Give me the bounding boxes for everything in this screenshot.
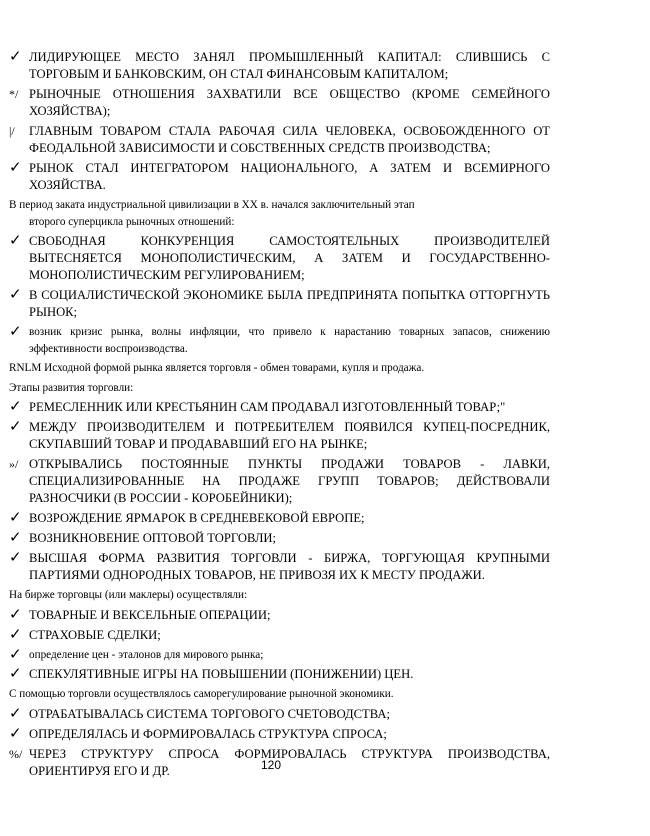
document-body xyxy=(9,49,550,783)
paragraph-text: На бирже торговцы (или маклеры) осуществляли: xyxy=(9,589,248,601)
paragraph xyxy=(9,360,550,377)
list-item xyxy=(9,123,550,157)
bullet-mark: »/ xyxy=(9,457,19,471)
list-item xyxy=(9,287,550,321)
list-item xyxy=(9,550,550,584)
list-item xyxy=(9,510,550,527)
list-item-text: СПЕКУЛЯТИВНЫЕ ИГРЫ НА ПОВЫШЕНИИ (ПОНИЖЕНИИ) ЦЕН. xyxy=(29,667,414,681)
checkmark-icon: ✓ xyxy=(9,606,22,623)
list-item xyxy=(9,706,550,723)
list-item xyxy=(9,647,550,664)
checkmark-icon: ✓ xyxy=(9,705,22,722)
list-item-text: ЛИДИРУЮЩЕЕ МЕСТО ЗАНЯЛ ПРОМЫШЛЕННЫЙ КАПИТАЛ: СЛИВШИСЬ С ТОРГОВЫМ И БАНКОВСКИМ, ОН СТАЛ ФИНАНСОВЫМ КАПИТАЛОМ; xyxy=(29,50,550,81)
checkmark-icon: ✓ xyxy=(9,626,22,643)
list-item xyxy=(9,607,550,624)
checkmark-icon: ✓ xyxy=(9,725,22,742)
bullet-mark: */ xyxy=(9,87,19,101)
list-item xyxy=(9,233,550,284)
list-item xyxy=(9,666,550,683)
paragraph xyxy=(9,587,550,604)
checkmark-icon: ✓ xyxy=(9,160,22,176)
checkmark-icon: ✓ xyxy=(9,324,22,340)
checkmark-icon: ✓ xyxy=(9,510,22,526)
list-item-text: ОПРЕДЕЛЯЛАСЬ И ФОРМИРОВАЛАСЬ СТРУКТУРА СПРОСА; xyxy=(29,726,387,741)
list-item-text: ВОЗРОЖДЕНИЕ ЯРМАРОК В СРЕДНЕВЕКОВОЙ ЕВРОПЕ; xyxy=(29,511,365,525)
paragraph-continuation: второго суперцикла рыночных отношений: xyxy=(29,215,235,228)
paragraph-text: С помощью торговли осуществлялось саморегулирование рыночной экономики. xyxy=(9,688,394,700)
checkmark-icon: ✓ xyxy=(9,530,22,546)
paragraph-text: Этапы развития торговли: xyxy=(9,381,134,394)
list-item-text: МЕЖДУ ПРОИЗВОДИТЕЛЕМ И ПОТРЕБИТЕЛЕМ ПОЯВИЛСЯ КУПЕЦ-ПОСРЕДНИК, СКУПАВШИЙ ТОВАР И ПРОДАВАВШИЙ ЕГО НА РЫНКЕ; xyxy=(29,420,550,451)
checkmark-icon: ✓ xyxy=(9,646,22,663)
list-item-text: СВОБОДНАЯ КОНКУРЕНЦИЯ САМОСТОЯТЕЛЬНЫХ ПРОИЗВОДИТЕЛЕЙ ВЫТЕСНЯЕТСЯ МОНОПОЛИСТИЧЕСКИМ, А ЗАТЕМ И ГОСУДАРСТВЕННО-МОНОПОЛИСТИЧЕСКИМ РЕГУЛИРОВАНИЕМ; xyxy=(29,234,550,282)
list-item xyxy=(9,160,550,194)
list-item-text: ОТКРЫВАЛИСЬ ПОСТОЯННЫЕ ПУНКТЫ ПРОДАЖИ ТОВАРОВ - ЛАВКИ, СПЕЦИАЛИЗИРОВАННЫЕ НА ПРОДАЖЕ ГРУПП ТОВАРОВ; ДЕЙСТВОВАЛИ РАЗНОСЧИКИ (В РОССИИ - КОРОБЕЙНИКИ); xyxy=(29,457,550,505)
list-item-text: ВЫСШАЯ ФОРМА РАЗВИТИЯ ТОРГОВЛИ - БИРЖА, ТОРГУЮЩАЯ КРУПНЫМИ ПАРТИЯМИ ОДНОРОДНЫХ ТОВАРОВ, НЕ ПРИВОЗЯ ИХ К МЕСТУ ПРОДАЖИ. xyxy=(29,551,550,582)
list-item-text: РЫНОК СТАЛ ИНТЕГРАТОРОМ НАЦИОНАЛЬНОГО, А ЗАТЕМ И ВСЕМИРНОГО ХОЗЯЙСТВА. xyxy=(29,161,550,192)
checkmark-icon: ✓ xyxy=(9,419,22,435)
list-item-text: СТРАХОВЫЕ СДЕЛКИ; xyxy=(29,627,161,642)
list-item-text: определение цен - эталонов для мирового рынка; xyxy=(29,648,264,661)
list-item xyxy=(9,86,550,120)
list-item xyxy=(9,456,550,507)
list-item-text: РЫНОЧНЫЕ ОТНОШЕНИЯ ЗАХВАТИЛИ ВСЕ ОБЩЕСТВО (КРОМЕ СЕМЕЙНОГО ХОЗЯЙСТВА); xyxy=(29,87,550,118)
checkmark-icon: ✓ xyxy=(9,49,22,65)
page-number: 120 xyxy=(261,758,282,772)
list-item-text: РЕМЕСЛЕННИК ИЛИ КРЕСТЬЯНИН САМ ПРОДАВАЛ ИЗГОТОВЛЕННЫЙ ТОВАР;" xyxy=(29,400,506,414)
paragraph-text: В период заката индустриальной цивилизации в XX в. начался заключительный этап xyxy=(9,199,415,211)
checkmark-icon: ✓ xyxy=(9,233,22,249)
bullet-mark: %/ xyxy=(9,746,23,761)
list-item xyxy=(9,726,550,743)
paragraph xyxy=(9,197,550,230)
list-item-text: ЧЕРЕЗ СТРУКТУРУ СПРОСА ФОРМИРОВАЛАСЬ СТРУКТУРА ПРОИЗВОДСТВА, ОРИЕНТИРУЯ ЕГО И ДР. xyxy=(29,746,550,778)
bullet-mark: |/ xyxy=(9,124,15,138)
checkmark-icon: ✓ xyxy=(9,666,22,682)
list-item-text: ТОВАРНЫЕ И ВЕКСЕЛЬНЫЕ ОПЕРАЦИИ; xyxy=(29,607,271,622)
list-item xyxy=(9,419,550,453)
checkmark-icon: ✓ xyxy=(9,287,22,303)
list-item xyxy=(9,49,550,83)
list-item-text: ГЛАВНЫМ ТОВАРОМ СТАЛА РАБОЧАЯ СИЛА ЧЕЛОВЕКА, ОСВОБОЖДЕННОГО ОТ ФЕОДАЛЬНОЙ ЗАВИСИМОСТИ И СОБСТВЕННЫХ СРЕДСТВ ПРОИЗВОДСТВА; xyxy=(29,124,550,155)
list-item-text: ОТРАБАТЫВАЛАСЬ СИСТЕМА ТОРГОВОГО СЧЕТОВОДСТВА; xyxy=(29,706,390,721)
paragraph xyxy=(9,380,550,397)
paragraph-text: RNLM Исходной формой рынка является торговля - обмен товарами, купля и продажа. xyxy=(9,362,425,374)
list-item xyxy=(9,324,550,357)
checkmark-icon: ✓ xyxy=(9,550,22,566)
list-item-text: В СОЦИАЛИСТИЧЕСКОЙ ЭКОНОМИКЕ БЫЛА ПРЕДПРИНЯТА ПОПЫТКА ОТТОРГНУТЬ РЫНОК; xyxy=(29,288,550,319)
paragraph xyxy=(9,686,550,703)
list-item-text: ВОЗНИКНОВЕНИЕ ОПТОВОЙ ТОРГОВЛИ; xyxy=(29,531,276,545)
checkmark-icon: ✓ xyxy=(9,399,22,415)
list-item xyxy=(9,627,550,644)
list-item-text: возник кризис рынка, волны инфляции, что привело к нарастанию товарных запасов, снижению эффективности воспроизводства. xyxy=(29,326,550,355)
list-item xyxy=(9,399,550,416)
list-item xyxy=(9,530,550,547)
